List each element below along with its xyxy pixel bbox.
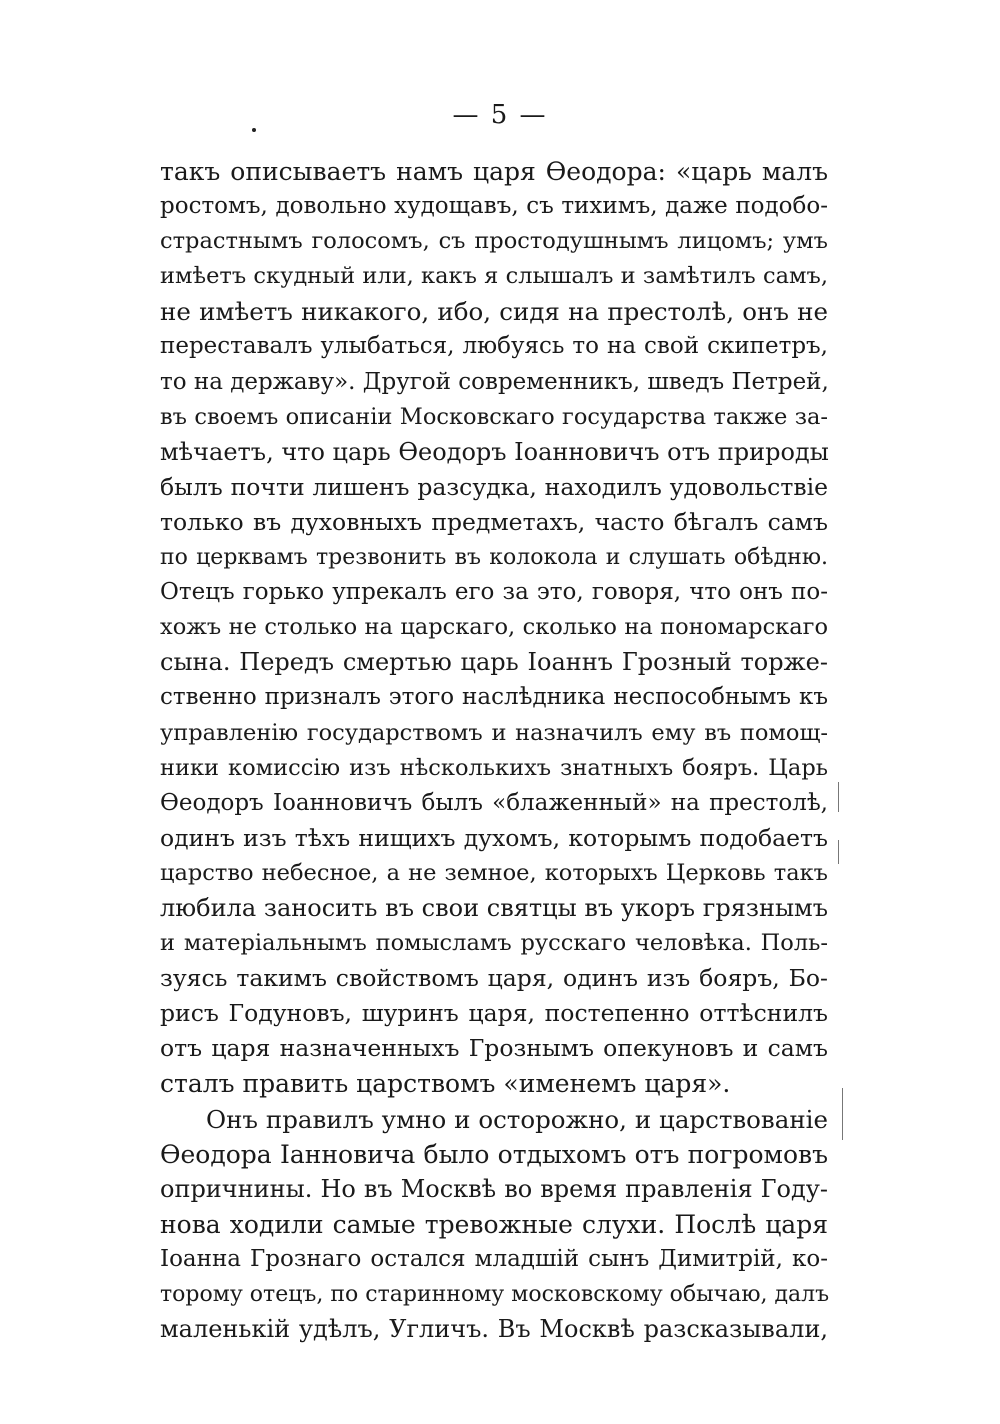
text-line: Отецъ горько упрекалъ его за это, говоря, что онъ по- xyxy=(160,579,828,606)
margin-mark xyxy=(842,1088,843,1140)
text-line: царство небесное, а не земное, которыхъ Церковь такъ xyxy=(160,859,828,886)
text-line: только въ духовныхъ предметахъ, часто бѣгалъ самъ xyxy=(160,507,828,536)
text-line: мѣчаетъ, что царь Өеодоръ Іоанновичъ отъ природы xyxy=(160,437,829,466)
text-line: одинъ изъ тѣхъ нищихъ духомъ, которымъ подобаетъ xyxy=(160,823,828,852)
text-line: сталъ править царствомъ «именемъ царя». xyxy=(160,1069,731,1099)
text-line: то на державу». Другой современникъ, шведъ Петрей, xyxy=(160,368,829,395)
margin-mark xyxy=(838,782,839,812)
text-line: не имѣетъ никакого, ибо, сидя на престолѣ, онъ не xyxy=(160,297,828,327)
text-line: рисъ Годуновъ, шуринъ царя, постепенно оттѣснилъ xyxy=(160,999,828,1028)
text-line: ростомъ, довольно худощавъ, съ тихимъ, даже подобо- xyxy=(160,193,828,220)
text-line: любила заносить въ свои святцы въ укоръ грязнымъ xyxy=(160,893,828,922)
text-line: страстнымъ голосомъ, съ простодушнымъ лицомъ; умъ xyxy=(160,228,828,255)
text-line: въ своемъ описаніи Московскаго государства также за- xyxy=(160,403,828,430)
text-line: переставалъ улыбаться, любуясь то на свой скипетръ, xyxy=(160,333,828,360)
text-line: по церквамъ трезвонить въ колокола и слушать обѣдню. xyxy=(160,545,828,571)
page-number: — 5 — xyxy=(452,100,548,130)
margin-mark xyxy=(838,840,839,864)
text-line: ники комиссію изъ нѣсколькихъ знатныхъ бояръ. Царь xyxy=(160,754,828,781)
body-text xyxy=(160,154,828,1347)
text-line: управленію государствомъ и назначилъ ему въ помощ- xyxy=(160,719,828,746)
text-line: ственно призналъ этого наслѣдника неспособнымъ къ xyxy=(160,684,828,711)
text-line: нова ходили самые тревожные слухи. Послѣ царя xyxy=(160,1209,828,1239)
text-line: зуясь такимъ свойствомъ царя, одинъ изъ бояръ, Бо- xyxy=(160,964,828,993)
text-line: такъ описываетъ намъ царя Өеодора: «царь малъ xyxy=(160,157,828,186)
text-line: торому отецъ, по старинному московскому обычаю, далъ xyxy=(160,1282,830,1307)
text-line: былъ почти лишенъ разсудка, находилъ удовольствіе xyxy=(160,472,828,501)
text-line: имѣетъ скудный или, какъ я слышалъ и замѣтилъ самъ, xyxy=(160,263,828,290)
text-line: Өеодоръ Іоанновичъ былъ «блаженный» на престолѣ, xyxy=(160,789,828,816)
text-line: опричнины. Но въ Москвѣ во время правленія Году- xyxy=(160,1174,828,1203)
paragraph-2 xyxy=(160,1102,828,1348)
text-line: и матеріальнымъ помысламъ русскаго человѣка. Поль- xyxy=(160,930,828,957)
ink-speck xyxy=(252,128,256,132)
text-line: Өеодора Іанновича было отдыхомъ отъ погромовъ xyxy=(160,1139,828,1169)
text-line: Іоанна Грознаго остался младшій сынъ Димитрій, ко- xyxy=(160,1245,828,1272)
paragraph-1 xyxy=(160,154,828,1102)
text-line: отъ царя назначенныхъ Грознымъ опекуновъ и самъ xyxy=(160,1034,828,1063)
text-line: маленькій удѣлъ, Угличъ. Въ Москвѣ разсказывали, xyxy=(160,1315,828,1344)
text-line: хожъ не столько на царскаго, сколько на пономарскаго xyxy=(160,614,828,641)
text-line: Онъ правилъ умно и осторожно, и царствованіе xyxy=(206,1104,828,1134)
text-line: сына. Передъ смертью царь Іоаннъ Грозный торже- xyxy=(160,648,828,677)
